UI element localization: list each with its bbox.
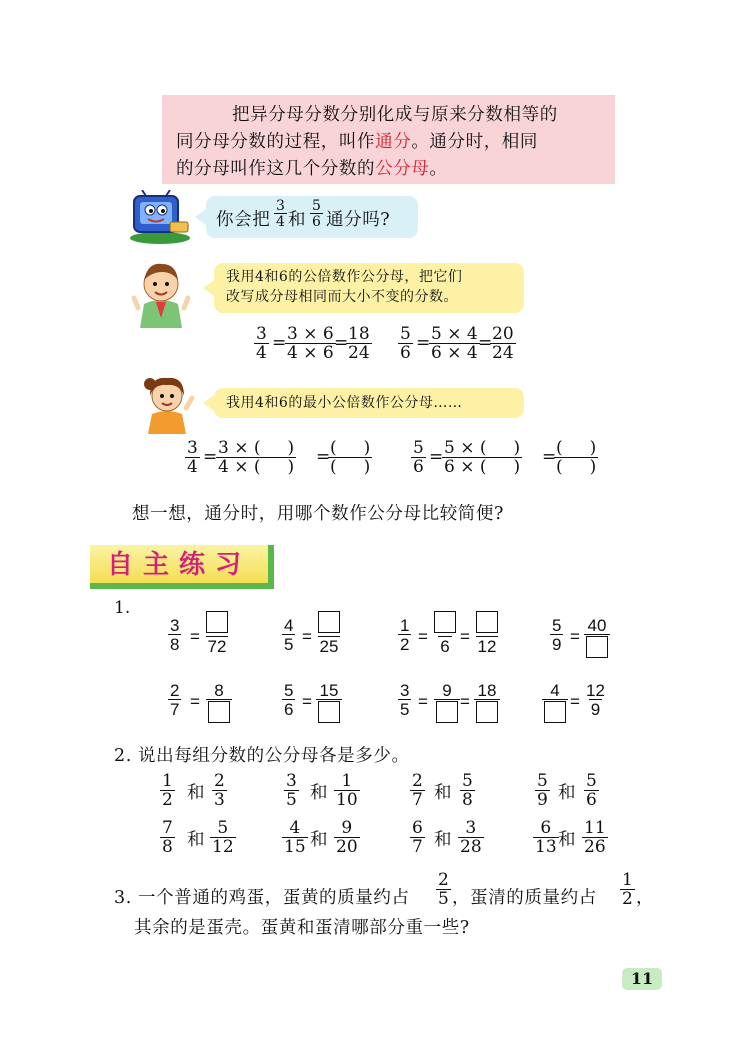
question-3-text: 3. 一个普通的鸡蛋，蛋黄的质量约占	[114, 888, 410, 908]
answer-box[interactable]	[476, 611, 498, 633]
equals-sign: =	[203, 447, 218, 467]
numerator: 2	[170, 681, 180, 700]
equals-sign: =	[570, 692, 580, 711]
denominator: 2	[622, 889, 633, 909]
fraction	[212, 773, 227, 809]
definition-text: 。通分时，相同	[411, 132, 539, 152]
numerator: 5	[413, 438, 424, 458]
fraction	[474, 682, 500, 726]
denominator: 2	[400, 635, 410, 654]
numerator: 18	[348, 324, 370, 344]
numerator: 7	[162, 818, 173, 838]
fraction	[310, 199, 323, 229]
equals-sign: =	[542, 447, 557, 467]
numerator: 11	[584, 818, 606, 838]
denominator: 5	[400, 700, 410, 719]
definition-line-2	[176, 129, 601, 156]
denominator: 4	[276, 214, 285, 230]
denominator: 15	[284, 837, 306, 857]
denominator: 13	[535, 837, 557, 857]
numerator: 1	[341, 771, 353, 791]
denominator: 8	[170, 635, 180, 654]
numerator: 5	[552, 616, 562, 635]
fraction	[458, 820, 484, 856]
answer-box[interactable]	[434, 611, 456, 633]
fraction	[282, 617, 295, 653]
conjunction: 和	[434, 783, 453, 803]
denominator: 72	[207, 637, 227, 656]
definition-text: 同分母分数的过程，叫作	[176, 132, 376, 152]
numerator: 3	[400, 681, 410, 700]
fraction	[398, 617, 411, 653]
denominator: 4 × ( )	[218, 457, 295, 477]
numerator: 3	[465, 818, 477, 838]
numerator: 5	[217, 818, 229, 838]
fraction	[285, 326, 336, 362]
fraction	[410, 820, 425, 856]
term-tongfen: 通分	[375, 132, 412, 152]
numerator: 5 × ( )	[444, 438, 521, 458]
denominator: 4	[187, 457, 198, 477]
section-title-badge: 自主练习	[90, 545, 274, 589]
fraction	[284, 773, 299, 809]
fraction	[346, 326, 372, 362]
denominator: 9	[537, 790, 548, 810]
numerator: 5	[400, 324, 411, 344]
equals-sign: =	[460, 627, 470, 646]
equals-sign: =	[418, 692, 428, 711]
conjunction: 和	[558, 830, 577, 850]
equals-sign: =	[418, 627, 428, 646]
numerator: 2	[214, 771, 225, 791]
numerator: 2	[412, 771, 423, 791]
definition-box	[162, 95, 615, 184]
numerator: 3	[170, 616, 180, 635]
fraction	[316, 682, 342, 726]
fraction	[584, 617, 610, 661]
equals-sign: =	[316, 447, 331, 467]
numerator: 3 × 6	[287, 324, 334, 344]
fraction	[550, 617, 563, 653]
numerator: 3 × ( )	[218, 438, 295, 458]
fraction	[429, 326, 480, 362]
denominator: ( )	[330, 457, 371, 477]
fraction	[206, 682, 232, 726]
bubble-line: 我用4和6的最小公倍数作公分母……	[226, 395, 463, 411]
numerator: ( )	[330, 438, 371, 458]
numerator: 1	[400, 616, 410, 635]
denominator: 6 × ( )	[444, 457, 521, 477]
denominator: 25	[319, 637, 339, 656]
numerator: 9	[341, 818, 353, 838]
term-gongfenmu: 公分母	[375, 159, 430, 179]
question-3-line-2: 其余的是蛋壳。蛋黄和蛋清哪部分重一些?	[134, 918, 470, 938]
numerator: 1	[622, 870, 633, 890]
fraction	[474, 611, 500, 655]
conjunction: 和	[558, 783, 577, 803]
numerator: 3	[187, 438, 198, 458]
fraction	[554, 440, 598, 476]
think-prompt: 想一想，通分时，用哪个数作公分母比较简便?	[132, 504, 504, 524]
denominator: 28	[460, 837, 482, 857]
fraction	[432, 611, 458, 655]
fraction	[168, 682, 181, 718]
numerator: 6	[540, 818, 552, 838]
denominator: 26	[584, 837, 606, 857]
numerator: 6	[412, 818, 423, 838]
fraction	[168, 617, 181, 653]
denominator: 7	[412, 790, 423, 810]
fraction	[620, 872, 635, 908]
equals-sign: =	[302, 627, 312, 646]
bubble-line-1: 我用4和6的公倍数作公分母，把它们	[226, 269, 463, 285]
denominator: 12	[477, 637, 497, 656]
fraction	[460, 773, 475, 809]
conjunction: 和	[310, 783, 329, 803]
fraction	[334, 773, 360, 809]
equals-sign: =	[334, 333, 349, 353]
numerator: 8	[214, 681, 224, 700]
page-number: 11	[622, 968, 662, 990]
fraction	[436, 872, 451, 908]
fraction	[316, 611, 342, 655]
denominator: 8	[462, 790, 473, 810]
denominator: 6	[312, 214, 321, 230]
numerator: 20	[492, 324, 514, 344]
denominator: 7	[170, 700, 180, 719]
denominator: 24	[492, 343, 514, 363]
answer-box[interactable]	[586, 636, 608, 658]
bubble-text: 通分吗?	[326, 210, 391, 230]
equals-sign: =	[416, 333, 431, 353]
fraction	[274, 199, 287, 229]
bubble-line-2: 改写成分母相同而大小不变的分数。	[226, 289, 458, 305]
answer-box[interactable]	[318, 611, 340, 633]
fraction	[282, 820, 308, 856]
fraction	[584, 682, 607, 718]
fraction	[216, 440, 296, 476]
fraction	[411, 440, 426, 476]
denominator: 5	[284, 635, 294, 654]
question-1-label: 1.	[114, 598, 131, 618]
conjunction: 和	[187, 830, 206, 850]
bubble-text: 和	[288, 210, 307, 230]
numerator: 5	[537, 771, 548, 791]
fraction	[490, 326, 516, 362]
definition-line-3	[176, 156, 601, 183]
denominator: ( )	[556, 457, 597, 477]
denominator: 3	[214, 790, 225, 810]
numerator: 3	[276, 198, 285, 214]
equals-sign: =	[570, 627, 580, 646]
equals-sign: =	[478, 333, 493, 353]
numerator: 5	[284, 681, 294, 700]
fraction	[584, 773, 599, 809]
denominator: 2	[162, 790, 173, 810]
fraction	[533, 820, 559, 856]
definition-line-1: 把异分母分数分别化成与原来分数相等的	[232, 105, 558, 125]
denominator: 6 × 4	[431, 343, 478, 363]
definition-text: 的分母叫作这几个分数的	[176, 159, 376, 179]
denominator: 4 × 6	[287, 343, 334, 363]
fraction	[542, 682, 568, 726]
denominator: 6	[284, 700, 294, 719]
question-3-text: ，	[636, 888, 655, 908]
numerator: 12	[586, 681, 605, 700]
numerator: 40	[587, 616, 607, 635]
answer-box[interactable]	[206, 611, 228, 633]
fraction	[204, 611, 230, 655]
computer-mascot-icon	[124, 190, 194, 246]
denominator: 8	[162, 837, 173, 857]
answer-box[interactable]	[208, 701, 230, 723]
denominator: 10	[336, 790, 358, 810]
fraction	[334, 820, 360, 856]
fraction	[535, 773, 550, 809]
numerator: 3	[256, 324, 267, 344]
denominator: 9	[552, 635, 562, 654]
denominator: 6	[586, 790, 597, 810]
denominator: 6	[413, 457, 424, 477]
numerator: 5 × 4	[431, 324, 478, 344]
numerator: ( )	[556, 438, 597, 458]
question-2-label: 2. 说出每组分数的公分母各是多少。	[114, 746, 410, 766]
equals-sign: =	[190, 627, 200, 646]
numerator: 5	[312, 198, 321, 214]
fraction	[160, 820, 175, 856]
equals-sign: =	[190, 692, 200, 711]
numerator: 4	[289, 818, 301, 838]
numerator: 18	[477, 681, 497, 700]
numerator: 2	[438, 870, 449, 890]
fraction	[442, 440, 522, 476]
numerator: 9	[442, 681, 452, 700]
numerator: 1	[162, 771, 173, 791]
fraction	[282, 682, 295, 718]
equals-sign: =	[272, 333, 287, 353]
numerator: 4	[550, 681, 560, 700]
denominator: 5	[286, 790, 297, 810]
conjunction: 和	[434, 830, 453, 850]
girl-character-icon	[136, 372, 198, 434]
question-3-text: ，蛋清的质量约占	[452, 888, 597, 908]
numerator: 5	[462, 771, 473, 791]
speech-bubble-boy	[214, 263, 524, 313]
fraction	[398, 682, 411, 718]
speech-bubble-girl	[214, 388, 524, 418]
speech-bubble-question	[206, 196, 418, 238]
definition-text: 。	[429, 159, 448, 179]
denominator: 24	[348, 343, 370, 363]
fraction	[185, 440, 200, 476]
equals-sign: =	[429, 447, 444, 467]
denominator: 20	[336, 837, 358, 857]
numerator: 15	[319, 681, 339, 700]
equals-sign: =	[302, 692, 312, 711]
denominator: 6	[440, 637, 450, 656]
fraction	[410, 773, 425, 809]
fraction	[582, 820, 608, 856]
denominator: 4	[256, 343, 267, 363]
denominator: 7	[412, 837, 423, 857]
fraction	[160, 773, 175, 809]
fraction	[398, 326, 413, 362]
numerator: 4	[284, 616, 294, 635]
answer-box[interactable]	[318, 701, 340, 723]
numerator: 3	[286, 771, 297, 791]
answer-box[interactable]	[436, 701, 458, 723]
denominator: 9	[590, 700, 601, 719]
conjunction: 和	[310, 830, 329, 850]
conjunction: 和	[187, 783, 206, 803]
denominator: 6	[400, 343, 411, 363]
denominator: 5	[438, 889, 449, 909]
fraction	[328, 440, 372, 476]
equals-sign: =	[460, 692, 470, 711]
answer-box[interactable]	[476, 701, 498, 723]
denominator: 12	[212, 837, 234, 857]
answer-box[interactable]	[544, 701, 566, 723]
boy-character-icon	[128, 258, 194, 328]
fraction	[254, 326, 269, 362]
fraction	[434, 682, 460, 726]
numerator: 5	[586, 771, 597, 791]
fraction	[210, 820, 236, 856]
bubble-text: 你会把	[216, 210, 271, 230]
